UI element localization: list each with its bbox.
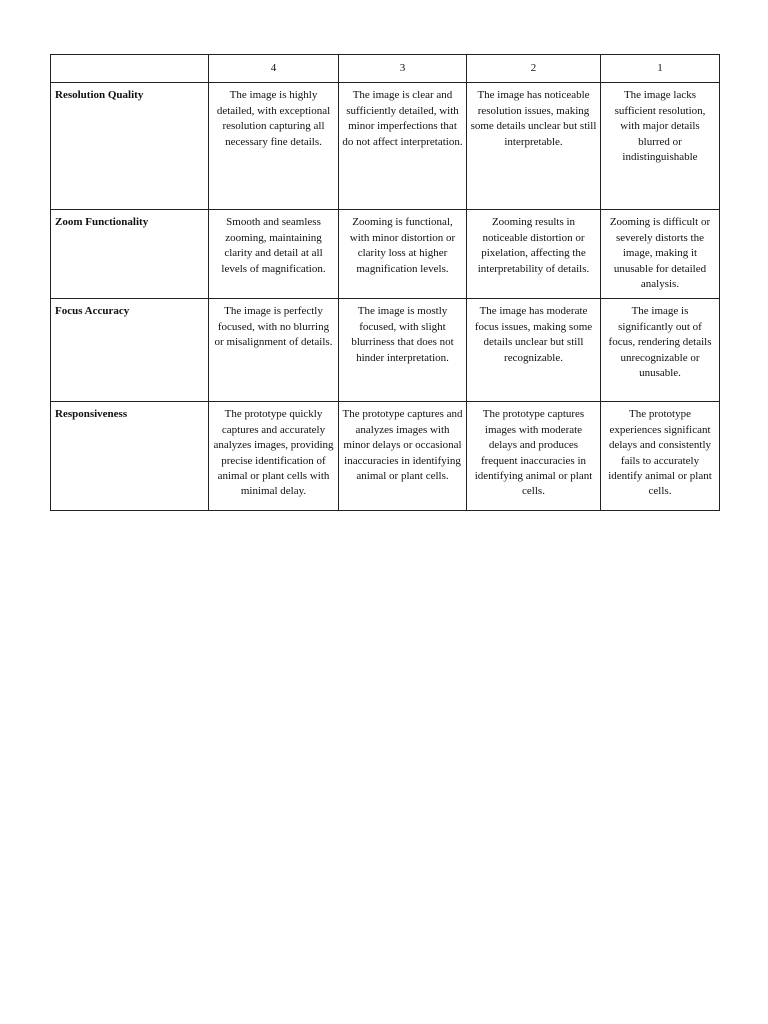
table-row xyxy=(51,299,720,402)
table-row xyxy=(51,83,720,210)
table-row xyxy=(51,210,720,299)
criterion-label: Focus Accuracy xyxy=(51,299,209,402)
rubric-cell: The image is perfectly focused, with no blurring or misalignment of details. xyxy=(209,299,339,402)
header-cell-score-3: 3 xyxy=(339,55,467,83)
header-cell-score-4: 4 xyxy=(209,55,339,83)
rubric-cell: Zooming results in noticeable distortion or pixelation, affecting the interpretability of details. xyxy=(467,210,601,299)
rubric-cell: The image is clear and sufficiently detailed, with minor imperfections that do not affect interpretation. xyxy=(339,83,467,210)
rubric-cell: The prototype experiences significant delays and consistently fails to accurately identify animal or plant cells. xyxy=(601,402,720,511)
rubric-cell: Zooming is functional, with minor distortion or clarity loss at higher magnification levels. xyxy=(339,210,467,299)
rubric-cell: The image is significantly out of focus, rendering details unrecognizable or unusable. xyxy=(601,299,720,402)
rubric-table xyxy=(50,54,720,511)
header-cell-score-2: 2 xyxy=(467,55,601,83)
rubric-cell: Smooth and seamless zooming, maintaining clarity and detail at all levels of magnification. xyxy=(209,210,339,299)
rubric-cell: The image is mostly focused, with slight blurriness that does not hinder interpretation. xyxy=(339,299,467,402)
rubric-cell: Zooming is difficult or severely distorts the image, making it unusable for detailed analysis. xyxy=(601,210,720,299)
rubric-cell: The prototype captures and analyzes images with minor delays or occasional inaccuracies in identifying animal or plant cells. xyxy=(339,402,467,511)
header-cell-empty xyxy=(51,55,209,83)
rubric-cell: The image has moderate focus issues, making some details unclear but still recognizable. xyxy=(467,299,601,402)
criterion-label: Zoom Functionality xyxy=(51,210,209,299)
criterion-label: Responsiveness xyxy=(51,402,209,511)
rubric-cell: The image has noticeable resolution issues, making some details unclear but still interpretable. xyxy=(467,83,601,210)
criterion-label: Resolution Quality xyxy=(51,83,209,210)
rubric-cell: The prototype quickly captures and accurately analyzes images, providing precise identification of animal or plant cells with minimal delay. xyxy=(209,402,339,511)
table-header-row xyxy=(51,55,720,83)
rubric-cell: The image lacks sufficient resolution, with major details blurred or indistinguishable xyxy=(601,83,720,210)
rubric-cell: The prototype captures images with moderate delays and produces frequent inaccuracies in identifying animal or plant cells. xyxy=(467,402,601,511)
rubric-cell: The image is highly detailed, with exceptional resolution capturing all necessary fine details. xyxy=(209,83,339,210)
table-row xyxy=(51,402,720,511)
header-cell-score-1: 1 xyxy=(601,55,720,83)
